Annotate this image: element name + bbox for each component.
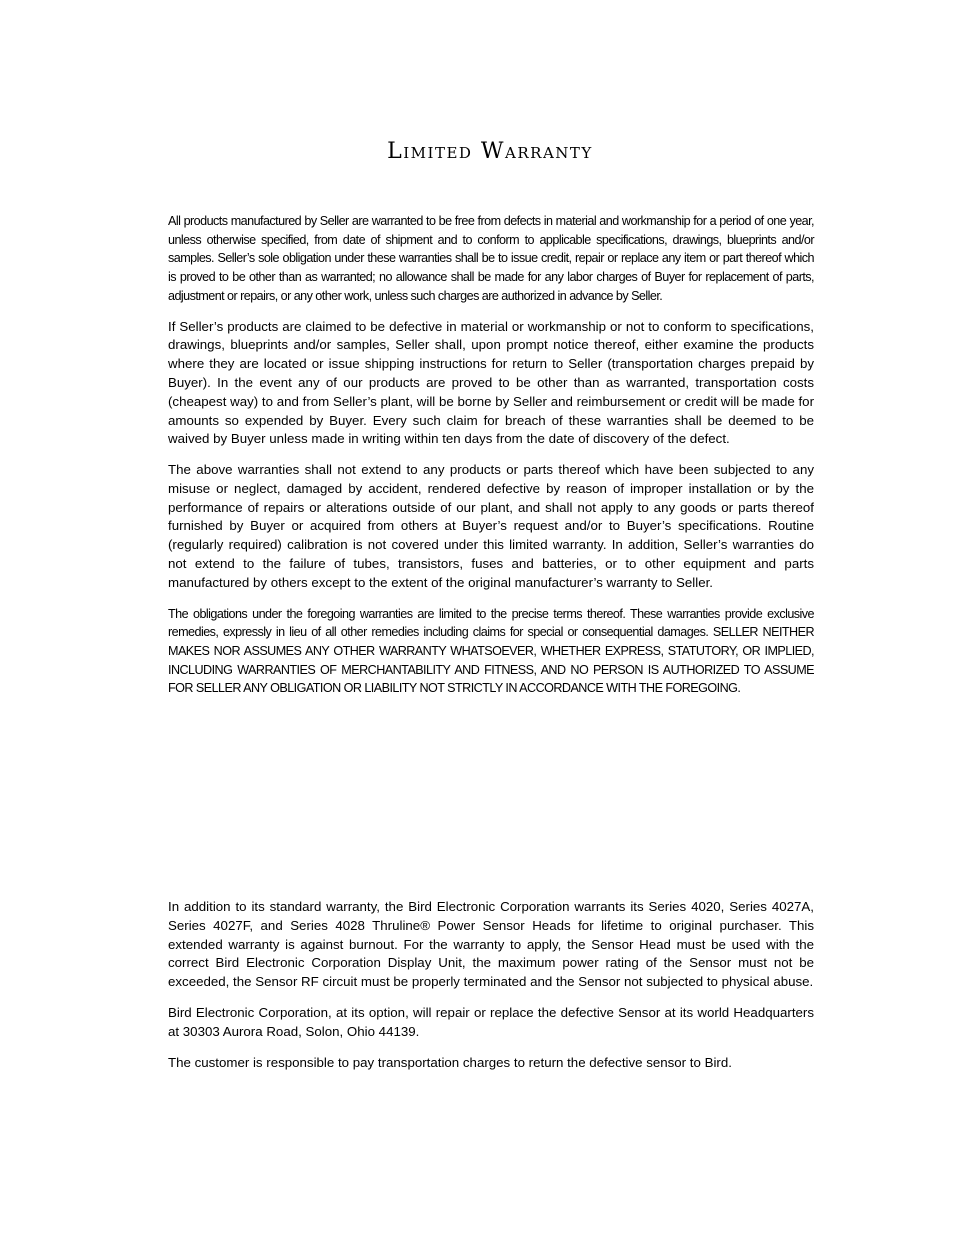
warranty-paragraph-4: The obligations under the foregoing warranties are limited to the precise terms thereof. These warranties provide exclusive remedies, expressly in lieu of all other remedies including claims for special or consequential damages. SELLER NEITHER MAKES NOR ASSUMES ANY OTHER WARRANTY WHATSOEVER, WHETHER EXPRESS, STATUTORY, OR IMPLIED, INCLUDING WARRANTIES OF MERCHANTABILITY AND FITNESS, AND NO PERSON IS AUTHORIZED TO ASSUME FOR SELLER ANY OBLIGATION OR LIABILITY NOT STRICTLY IN ACCORDANCE WITH THE FOREGOING.	[168, 606, 814, 696]
warranty-paragraph-3: The above warranties shall not extend to any products or parts thereof which have been subjected to any misuse or neglect, damaged by accident, rendered defective by reason of improper installation or by the performance of repairs or alterations outside of our plant, and shall not apply to any goods or parts thereof furnished by Buyer or acquired from others at Buyer’s request and/or to Buyer’s specifications. Routine (regularly required) calibration is not covered under this limited warranty. In addition, Seller’s warranties do not extend to the failure of tubes, transistors, fuses and batteries, or to other equipment and parts manufactured by others except to the extent of the original manufacturer’s warranty to Seller.	[168, 462, 814, 590]
sensor-paragraph-3: The customer is responsible to pay transportation charges to return the defective sensor to Bird.	[168, 1054, 732, 1070]
page-title: Limited Warranty	[387, 139, 593, 164]
sensor-warranty-section	[168, 898, 814, 1084]
limited-warranty-section	[168, 212, 814, 710]
warranty-paragraph-1: All products manufactured by Seller are warranted to be free from defects in material and workmanship for a period of one year, unless otherwise specified, from date of shipment and to conform to applicable specifications, drawings, blueprints and/or samples. Seller’s sole obligation under these warranties shall be to issue credit, repair or replace any item or part thereof which is proved to be other than as warranted; no allowance shall be made for any labor charges of Buyer for replacement of parts, adjustment or repairs, or any other work, unless such charges are authorized in advance by Seller.	[168, 214, 814, 303]
warranty-paragraph-2: If Seller’s products are claimed to be defective in material or workmanship or not to conform to specifications, drawings, blueprints and/or samples, Seller shall, upon prompt notice thereof, either examine the products where they are located or issue shipping instructions for return to Seller (transportation charges prepaid by Buyer). In the event any of our products are proved to be other than as warranted, transportation costs (cheapest way) to and from Seller’s plant, will be borne by Seller and reimbursement or credit will be made for amounts so expended by Buyer. Every such claim for breach of these warranties shall be deemed to be waived by Buyer unless made in writing within ten days from the date of discovery of the defect.	[168, 318, 814, 447]
sensor-paragraph-1: In addition to its standard warranty, the Bird Electronic Corporation warrants its Series 4020, Series 4027A, Series 4027F, and Series 4028 Thruline® Power Sensor Heads for lifetime to original purchaser. This extended warranty is against burnout. For the warranty to apply, the Sensor Head must be used with the correct Bird Electronic Corporation Display Unit, the maximum power rating of the Sensor must not be exceeded, the Sensor RF circuit must be properly terminated and the Sensor not subjected to physical abuse.	[168, 899, 814, 990]
sensor-paragraph-2: Bird Electronic Corporation, at its option, will repair or replace the defective Sensor at its world Headquarters at 30303 Aurora Road, Solon, Ohio 44139.	[168, 1004, 814, 1039]
